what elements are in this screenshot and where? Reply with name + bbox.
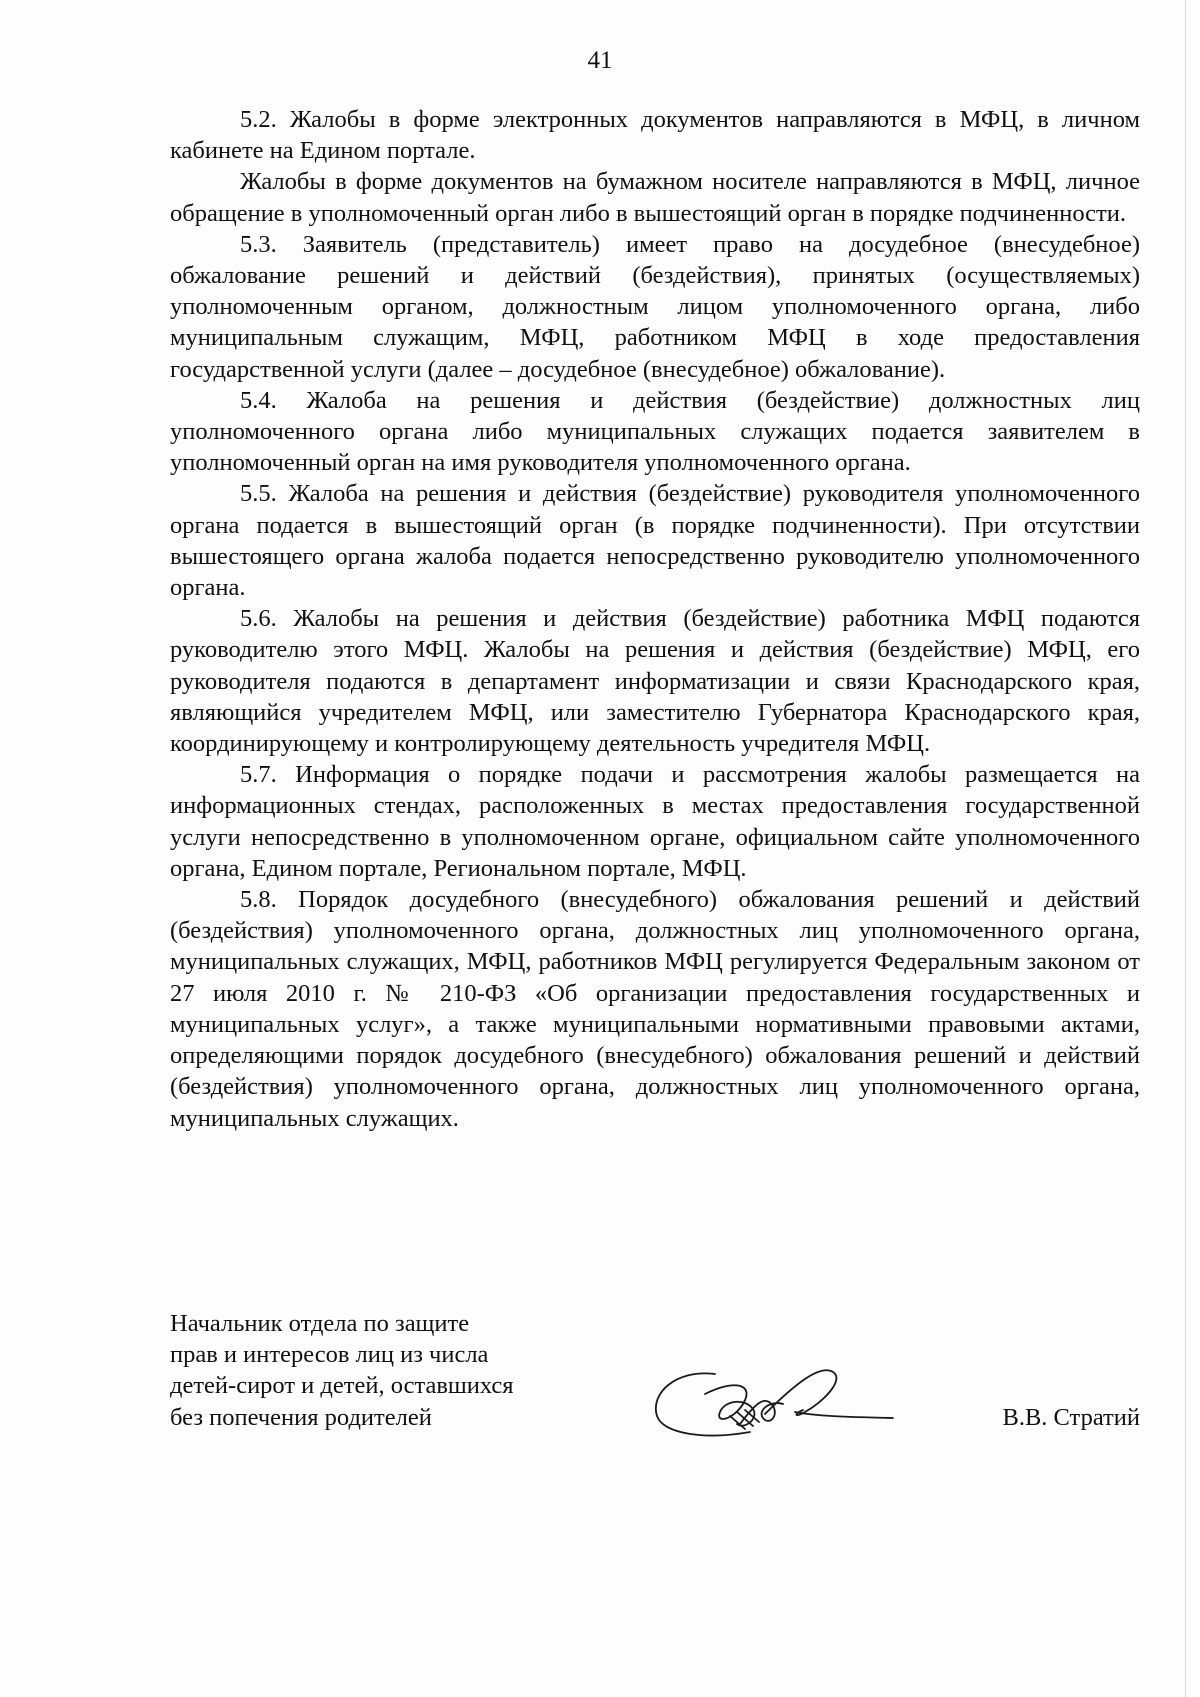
paragraph-5-6: 5.6. Жалобы на решения и действия (бездействие) работника МФЦ подаются руководителю этого МФЦ. Жалобы на решения и действия (бездействие) МФЦ, его руководителя подаются в департамент информатизации и связи Краснодарского края, являющийся учредителем МФЦ, или заместителю Губернатора Краснодарского края, координирующему и контролирующему деятельность учредителя МФЦ. [170,605,1140,758]
paragraph-5-7: 5.7. Информация о порядке подачи и рассмотрения жалобы размещается на информационных стендах, расположенных в местах предоставления государственной услуги непосредственно в уполномоченном органе, официальном сайте уполномоченного органа, Едином портале, Региональном портале, МФЦ. [170,761,1140,882]
signatory-position [170,1308,590,1433]
page-number: 41 [587,47,613,74]
signatory-position-line: детей-сирот и детей, оставшихся [170,1372,514,1400]
signatory-position-line: прав и интересов лиц из числа [170,1341,489,1369]
signature-block [170,1308,1140,1458]
signatory-name: В.В. Стратий [1002,1404,1140,1431]
document-body [170,104,1140,1134]
handwritten-signature [645,1354,905,1444]
paragraph-5-3: 5.3. Заявитель (представитель) имеет право на досудебное (внесудебное) обжалование решений и действий (бездействия), принятых (осуществляемых) уполномоченным органом, должностным лицом уполномоченного органа, либо муниципальным служащим, МФЦ, работником МФЦ в ходе предоставления государственной услуги (далее – досудебное (внесудебное) обжалование). [170,230,1140,383]
paragraph-5-2: 5.2. Жалобы в форме электронных документов направляются в МФЦ, в личном кабинете на Едином портале. [170,106,1140,165]
paragraph-5-8: 5.8. Порядок досудебного (внесудебного) обжалования решений и действий (бездействия) уполномоченного органа, должностных лиц уполномоченного органа, муниципальных служащих, МФЦ, работников МФЦ регулируется Федеральным законом от 27 июля 2010 г. № 210-ФЗ «Об организации предоставления государственных и муниципальных услуг», а также муниципальными нормативными правовыми актами, определяющими порядок досудебного (внесудебного) обжалования решений и действий (бездействия) уполномоченного органа, должностных лиц уполномоченного органа, муниципальных служащих. [170,886,1140,1132]
paragraph-5-4: 5.4. Жалоба на решения и действия (бездействие) должностных лиц уполномоченного органа либо муниципальных служащих подается заявителем в уполномоченный орган на имя руководителя уполномоченного органа. [170,386,1140,477]
signatory-position-line: без попечения родителей [170,1403,432,1431]
signatory-position-line: Начальник отдела по защите [170,1310,470,1337]
paragraph-5-2-paper: Жалобы в форме документов на бумажном носителе направляются в МФЦ, личное обращение в уполномоченный орган либо в вышестоящий орган в порядке подчиненности. [170,168,1140,227]
paragraph-5-5: 5.5. Жалоба на решения и действия (бездействие) руководителя уполномоченного органа подается в вышестоящий орган (в порядке подчиненности). При отсутствии вышестоящего органа жалоба подается непосредственно руководителю уполномоченного органа. [170,480,1140,602]
scan-edge-divider [1185,0,1186,1697]
